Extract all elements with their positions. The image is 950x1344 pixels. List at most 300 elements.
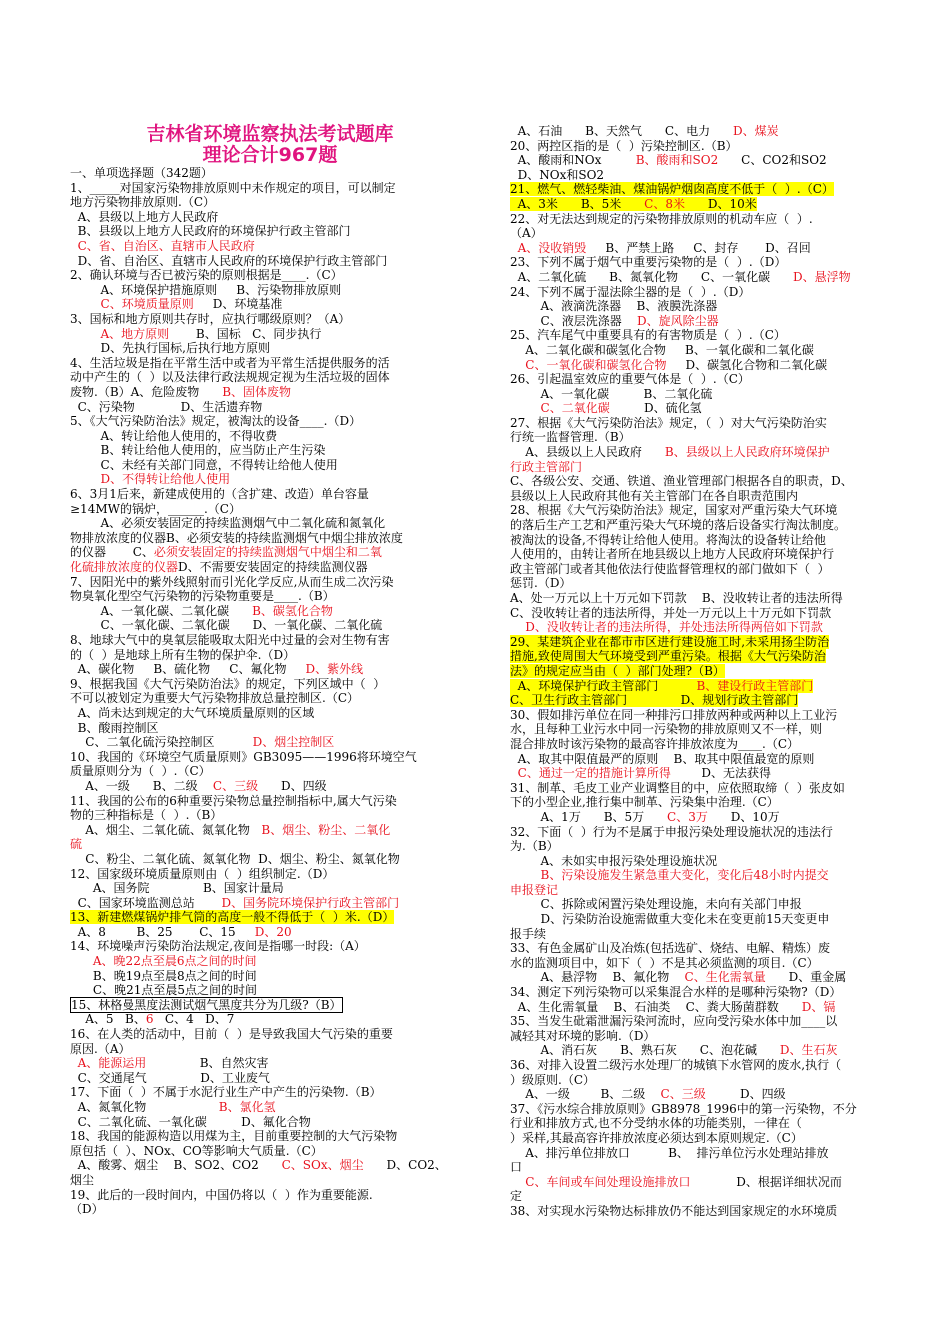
text-line: [70, 312, 470, 327]
text-line: [70, 283, 470, 298]
answer-text: D、国务院环境保护行政主管部门: [221, 895, 400, 910]
question-text: A、二氧化硫 B、氮氧化物 C、一氧化碳: [510, 269, 793, 284]
question-text: D、碳氢化合物和二氧化碳: [666, 357, 828, 372]
text-line: [70, 969, 470, 984]
text-line: [70, 400, 470, 415]
answer-text: C、生化需氧量: [684, 970, 766, 985]
question-text: D、10万: [707, 809, 780, 824]
text-line: [510, 635, 906, 650]
text-line: [70, 779, 470, 794]
text-line: [70, 925, 470, 940]
question-text: C、交通尾气 D、工业废气: [70, 1070, 270, 1085]
answer-text: 行政主管部门: [510, 459, 583, 474]
question-text: A、烟尘、二氧化硫、氮氧化物: [70, 822, 262, 837]
text-line: [510, 897, 906, 912]
question-text: 34、测定下列污染物可以采集混合水样的是哪种污染物?（D）: [510, 985, 842, 1000]
text-line: [70, 589, 470, 604]
text-line: [70, 166, 470, 181]
question-text: D、省、自治区、直辖市人民政府的环境保护行政主管部门: [70, 253, 388, 268]
question-text: A、氮氧化物: [70, 1100, 219, 1114]
answer-text: A、没收销毁: [517, 240, 587, 255]
text-line: [70, 852, 470, 867]
text-line: [510, 139, 906, 154]
document-title: 吉林省环境监察执法考试题库: [146, 123, 394, 145]
text-line: [510, 153, 906, 168]
answer-text: C、SOx、烟尘: [281, 1158, 364, 1173]
answer-text: B、氯化氢: [218, 1100, 276, 1114]
question-text: A、生化需氧量 B、石油类 C、粪大肠菌群数: [510, 999, 802, 1014]
answer-text: C、通过一定的措施计算所得: [517, 766, 671, 781]
question-text: 混合排放时该污染物的最高容许排放浓度为____.（C）: [510, 736, 799, 751]
question-text: A、县级以上人民政府: [510, 445, 665, 460]
text-line: [70, 224, 470, 239]
question-text: D、根据详细状况而: [690, 1174, 842, 1189]
question-text: 减轻其对环境的影响.（D）: [510, 1028, 656, 1043]
text-line: [510, 1189, 906, 1204]
text-line: [510, 372, 906, 387]
answer-text: C、3万: [667, 809, 708, 824]
left-column: [70, 0, 470, 1217]
text-line: [510, 722, 906, 737]
question-text: A、消石灰 B、熟石灰 C、泡花碱: [510, 1043, 780, 1058]
text-line: [510, 1087, 906, 1102]
text-line: [70, 823, 470, 838]
answer-text: C、三级: [660, 1087, 706, 1102]
text-line: [70, 837, 470, 852]
question-text: 行统一监督管理.（B）: [510, 430, 631, 445]
question-text: 28、根据《大气污染防治法》规定，国家对严重污染大气环境: [510, 503, 838, 518]
question-text: 24、下列不属于湿法除尘器的是（ ）.（D）: [510, 284, 751, 299]
question-text: 的仪器 C、: [70, 545, 154, 560]
question-text: 的落后生产工艺和严重污染大气环境的落后设备实行淘汰制度。: [510, 518, 847, 533]
question-text: 1、_____对国家污染物排放原则中未作规定的项目，可以制定: [70, 180, 396, 195]
text-line: [510, 839, 906, 854]
answer-text: C、省、自治区、直辖市人民政府: [70, 238, 255, 253]
question-text: A、取其中限值最严的原则 B、取其中限值最宽的原则: [510, 751, 815, 766]
question-text: A、5 B、: [70, 1012, 146, 1027]
question-text: C、未经有关部门同意，不得转让给他人使用: [70, 457, 338, 472]
question-text: D、重金属: [765, 970, 847, 985]
text-line: [510, 854, 906, 869]
text-line: [510, 649, 906, 664]
text-line: [510, 1014, 906, 1029]
text-line: [70, 1129, 470, 1144]
question-text: C、卫生行政主管部门 D、规划行政主管部门: [510, 693, 799, 708]
text-line: [510, 810, 906, 825]
answer-text: D、不得转让给他人使用: [100, 472, 231, 487]
question-text: C、4 D、7: [153, 1012, 235, 1027]
answer-text: B、建设行政主管部门: [696, 678, 814, 693]
question-text: 10、我国的《环境空气质量原则》GB3095——1996将环境空气: [70, 749, 417, 764]
answer-text: D、紫外线: [305, 662, 364, 677]
question-text: C、二氧化硫、一氧化碳 D、氟化合物: [70, 1114, 311, 1129]
question-text: D、污染防治设施需做重大变化未在变更前15天变更申: [510, 912, 830, 927]
question-text: D、无法获得: [670, 766, 771, 781]
question-text: 县级以上人民政府其他有关主管部门在各自职责范围内: [510, 488, 799, 503]
text-line: [510, 1073, 906, 1088]
document-subtitle: 理论合计967题: [202, 144, 338, 166]
text-line: [70, 531, 470, 546]
answer-text: 硫: [70, 837, 83, 852]
question-text: [510, 620, 525, 634]
question-text: A、8 B、25 C、15: [70, 924, 255, 939]
answer-text: D、20: [254, 924, 292, 939]
text-line: [510, 941, 906, 956]
text-line: [510, 489, 906, 504]
question-text: D、硫化氢: [609, 401, 702, 416]
question-text: 法》的规定应当由（ ）部门处理?（B）: [510, 663, 725, 678]
right-column: [510, 0, 906, 1218]
text-line: [510, 270, 906, 285]
question-text: 33、有色金属矿山及冶炼(包括选矿、烧结、电解、精炼）废: [510, 941, 830, 956]
text-line: [70, 735, 470, 750]
question-text: 17、下面（ ）不属于水泥行业生产中产生的污染物.（B）: [70, 1085, 382, 1100]
text-line: [510, 255, 906, 270]
text-line: [70, 443, 470, 458]
question-text: 质量原则分为（ ）.（C）: [70, 764, 211, 779]
text-line: [510, 708, 906, 723]
text-line: [70, 1012, 470, 1027]
question-text: 为.（B）: [510, 839, 559, 854]
answer-text: D、悬浮物: [792, 269, 851, 284]
answer-text: B、烟尘、粉尘、二氧化: [261, 822, 391, 837]
text-line: [70, 677, 470, 692]
text-line: [70, 750, 470, 765]
question-text: 报手续: [510, 926, 547, 941]
question-text: A、一氧化碳、二氧化碳: [70, 603, 253, 618]
answer-text: 6: [145, 1012, 154, 1027]
text-line: [510, 401, 906, 416]
question-text: A、一级 B、二级: [70, 778, 213, 793]
question-text: [510, 868, 541, 882]
question-text: [70, 954, 93, 968]
question-text: 不可以被划定为重要大气污染物排放总量控制区.（C）: [70, 691, 359, 706]
question-text: A、环境保护行政主管部门: [510, 678, 697, 693]
question-text: [70, 327, 101, 341]
text-line: [70, 370, 470, 385]
text-line: [70, 910, 470, 925]
question-text: A、悬浮物 B、氟化物: [510, 970, 685, 985]
text-line: [510, 124, 906, 139]
text-line: [510, 883, 906, 898]
text-line: [510, 795, 906, 810]
text-line: [70, 297, 470, 312]
text-line: [510, 1146, 906, 1161]
answer-text: C、8米: [644, 196, 685, 211]
question-text: A、酸雨和NOx: [510, 153, 636, 168]
question-text: 30、假如排污单位在同一种排污口排放两种或两种以上工业污: [510, 707, 838, 722]
question-text: 废物.（B）A、危险废物: [70, 384, 223, 399]
answer-text: 化硫排放浓度的仪器: [70, 560, 179, 575]
answer-text: D、旋风除尘器: [636, 313, 719, 328]
question-text: 23、下列不属于烟气中重要污染物的是（ ）.（D）: [510, 255, 787, 270]
question-text: 15、林格曼黑度法测试烟气黑度共分为几级?（B）: [71, 997, 342, 1012]
text-line: [70, 1188, 470, 1203]
text-line: [70, 254, 470, 269]
question-text: D、四级: [258, 778, 327, 793]
text-line: [510, 387, 906, 402]
text-line: [510, 970, 906, 985]
question-text: 20、两控区指的是（ ）污染控制区.（B）: [510, 138, 738, 153]
question-text: B、国标 C、同步执行: [169, 326, 322, 341]
text-line: [70, 1042, 470, 1057]
question-text: 26、引起温室效应的重要气体是（ ）.（C）: [510, 372, 750, 387]
text-line: [70, 239, 470, 254]
question-text: D、CO2、: [363, 1158, 447, 1173]
question-text: 定: [510, 1189, 523, 1204]
answer-text: C、车间或车间处理设施排放口: [525, 1174, 691, 1189]
question-text: 下的小型企业,推行集中制革、污染集中治理.（C）: [510, 795, 779, 810]
text-line: [510, 1029, 906, 1044]
question-text: A、环境保护措施原则 B、污染物排放原则: [70, 282, 342, 297]
question-text: 3、国标和地方原则共存时，应执行哪级原则？（A）: [70, 311, 351, 326]
text-line: [70, 458, 470, 473]
answer-text: D、没收转让者的违法所得，并处违法所得两倍如下罚款: [525, 620, 823, 635]
text-line: [510, 1058, 906, 1073]
text-line: [510, 226, 906, 241]
text-line: [70, 618, 470, 633]
text-line: [70, 516, 470, 531]
question-text: A、县级以上地方人民政府: [70, 209, 219, 224]
text-line: [510, 591, 906, 606]
question-text: C、晚21点至晨5点之间的时间: [70, 983, 257, 998]
text-line: [510, 241, 906, 256]
question-text: A、液滴洗涤器 B、液膜洗涤器: [510, 299, 718, 314]
answer-text: B、酸雨和SO2: [635, 153, 719, 168]
text-line: [70, 691, 470, 706]
question-text: [70, 472, 101, 486]
question-text: 5、《大气污染防治法》规定，被淘汰的设备____.（D）: [70, 414, 362, 429]
answer-text: B、污染设施发生紧急重大变化，变化后48小时内提交: [540, 868, 829, 883]
text-line: [70, 808, 470, 823]
question-text: 行业和排放方式,也不分受纳水体的功能类别，一律在（: [510, 1116, 802, 1131]
question-text: A、3米 B、5米: [510, 196, 645, 211]
question-text: A、必须安装固定的持续监测烟气中二氧化硫和氮氧化: [70, 516, 386, 531]
text-line: [510, 533, 906, 548]
question-text: 物臭氧化型空气污染物的污染物重要是____.（B）: [70, 589, 335, 604]
text-line: [510, 781, 906, 796]
question-text: 19、此后的一段时间内，中国仍将以（ ）作为重要能源.: [70, 1187, 373, 1202]
question-text: B、晚19点至晨8点之间的时间: [70, 968, 257, 983]
question-text: 2、确认环境与否已被污染的原则根据是____.（C）: [70, 268, 343, 283]
question-text: 31、制革、毛皮工业产业调整目的中，应依照取缔（ ）张皮如: [510, 780, 845, 795]
text-line: [510, 620, 906, 635]
question-text: ）采样,其最高容许排放浓度必须达到本原则规定.（C）: [510, 1130, 803, 1145]
text-line: [510, 197, 906, 212]
left-question-list: [70, 166, 470, 1217]
text-line: [510, 1102, 906, 1117]
question-text: 37、《污水综合排放原则》GB8978_1996中的第一污染物，不分: [510, 1101, 857, 1116]
text-line: [510, 445, 906, 460]
answer-text: B、碳氢化合物: [252, 603, 333, 618]
question-text: 物排放浓度的仪器B、必须安装的持续监测烟气中烟尘排放浓度: [70, 530, 403, 545]
question-text: A、碳化物 B、硫化物 C、氟化物: [70, 662, 306, 677]
question-text: [510, 358, 525, 372]
answer-text: A、晚22点至晨6点之间的时间: [92, 954, 257, 969]
question-text: A、处一万元以上十万元如下罚款 B、没收转让者的违法所得: [510, 591, 843, 605]
answer-text: D、煤炭: [732, 124, 779, 138]
text-line: [510, 328, 906, 343]
text-line: [510, 912, 906, 927]
text-line: [510, 299, 906, 314]
text-line: [70, 385, 470, 400]
question-text: A、尚未达到规定的大气环境质量原则的区域: [70, 705, 315, 720]
question-text: 36、对排入设置二级污水处理厂的城镇下水管网的废水,执行（: [510, 1058, 842, 1072]
text-line: [510, 927, 906, 942]
question-text: 4、生活垃圾是指在平常生活中或者为平常生活提供服务的活: [70, 355, 390, 370]
text-line: [510, 737, 906, 752]
right-question-list: [510, 124, 906, 1219]
answer-text: 申报登记: [510, 882, 559, 897]
question-text: A、一氧化碳 B、二氧化硫: [510, 386, 713, 401]
answer-text: B、固体废物: [222, 384, 292, 399]
question-text: A、1万 B、5万: [510, 809, 668, 824]
text-line: [70, 341, 470, 356]
answer-text: C、环境质量原则: [100, 297, 194, 312]
question-text: 6、3月1后来，新建成使用的（含扩建、改造）单台容量: [70, 487, 369, 502]
question-text: A、转让给他人使用的，不得收费: [70, 428, 278, 443]
text-line: [70, 867, 470, 882]
text-line: [70, 327, 470, 342]
question-text: 13、新建燃煤锅炉排气筒的高度一般不得低于（ ）米.（D）: [70, 910, 395, 925]
question-text: C、国家环境监测总站: [70, 895, 222, 910]
text-line: [510, 460, 906, 475]
question-text: 动中产生的（ ）以及法律行政法规规定视为生活垃圾的固体: [70, 370, 390, 385]
text-line: [510, 547, 906, 562]
text-line: [70, 983, 470, 998]
text-line: [70, 939, 470, 954]
text-line: [510, 664, 906, 679]
question-text: 16、在人类的活动中，目前（ ）是导致我国大气污染的重要: [70, 1027, 393, 1042]
text-line: [70, 1158, 470, 1173]
text-line: [510, 693, 906, 708]
question-text: 18、我国的能源构造以用煤为主，目前重要控制的大气污染物: [70, 1129, 398, 1144]
question-text: C、拆除或闲置污染处理设施，未向有关部门申报: [510, 897, 802, 912]
answer-text: D、生石灰: [779, 1043, 838, 1058]
text-line: [70, 414, 470, 429]
answer-text: D、镉: [801, 999, 836, 1014]
question-text: C、各级公安、交通、铁道、渔业管理部门根据各自的职责，D、: [510, 474, 853, 489]
question-text: [510, 1175, 525, 1189]
question-text: 35、当发生砒霜泄漏污染河流时，应向受污染水体中加____以: [510, 1014, 838, 1029]
text-line: [510, 1160, 906, 1175]
text-line: [70, 954, 470, 969]
question-text: 烟尘: [70, 1172, 95, 1187]
text-line: [70, 648, 470, 663]
text-line: [510, 868, 906, 883]
question-text: 9、根据我国《大气污染防治法》的规定，下列区域中（ ）: [70, 676, 386, 691]
question-text: 物的三种指标是（ ）.（B）: [70, 808, 223, 823]
question-text: D、四级: [705, 1087, 786, 1102]
question-text: C、液层洗涤器: [510, 313, 637, 328]
question-text: 8、地球大气中的臭氧层能吸取太阳光中过量的会对生物有害: [70, 633, 390, 647]
answer-text: A、能源运用: [77, 1056, 147, 1071]
question-text: 7、因阳光中的紫外线照射而引光化学反应,从而生成二次污染: [70, 574, 394, 589]
question-text: B、县级以上地方人民政府的环境保护行政主管部门: [70, 224, 351, 239]
text-line: [70, 604, 470, 619]
text-line: [510, 825, 906, 840]
text-line: [70, 1144, 470, 1159]
question-text: D、10米: [685, 196, 757, 211]
text-line: [510, 1175, 906, 1190]
question-text: [510, 401, 541, 415]
text-line: [510, 1204, 906, 1219]
text-line: [70, 998, 470, 1013]
question-text: A、未如实申报污染处理设施状况: [510, 853, 718, 868]
text-line: [70, 662, 470, 677]
question-text: （A）: [510, 226, 543, 241]
text-line: [510, 576, 906, 591]
text-line: [70, 268, 470, 283]
question-text: ≥14MW的锅炉，______.（C）: [70, 501, 241, 516]
question-text: A、二氧化碳和碳氢化合物 B、一氧化碳和二氧化碳: [510, 342, 814, 357]
question-text: 政主管部门或者其他依法行使监督管理权的部门做如下（ ）: [510, 561, 830, 576]
text-line: [510, 285, 906, 300]
question-text: 的（ ）是地球上所有生物的保护伞.（D）: [70, 647, 296, 662]
answer-text: C、一氧化碳和碳氢化合物: [525, 357, 667, 372]
question-text: 21、燃气、燃轻柴油、煤油锅炉烟囱高度不低于（ ）.（C）: [510, 182, 834, 197]
question-text: 地方污染物排放原则.（C）: [70, 195, 215, 210]
text-line: [510, 358, 906, 373]
question-text: C、没收转让者的违法所得，并处一万元以上十万元如下罚款: [510, 605, 832, 620]
question-text: D、不需要安装固定的持续监测仪器: [178, 560, 368, 575]
question-text: B、自然灾害: [146, 1056, 269, 1071]
question-text: 25、汽车尾气中重要具有的有害物质是（ ）.（C）: [510, 328, 786, 343]
text-line: [70, 560, 470, 575]
text-line: [70, 545, 470, 560]
text-line: [510, 416, 906, 431]
question-text: 一、单项选择题（342题）: [70, 166, 213, 180]
question-text: 22、对无法达到规定的污染物排放原则的机动车应（ ）.: [510, 211, 813, 226]
text-line: [510, 430, 906, 445]
question-text: 12、国家级环境质量原则由（ ）组织制定.（D）: [70, 866, 335, 881]
question-text: A、酸雾、烟尘 B、SO2、CO2: [70, 1158, 282, 1173]
question-text: 29、某建筑企业在都市市区进行建设施工时,未采用扬尘防治: [510, 634, 830, 649]
text-line: [70, 896, 470, 911]
question-text: B、严禁上路 C、封存 D、召回: [586, 240, 811, 255]
text-line: [510, 343, 906, 358]
text-line: [70, 1173, 470, 1188]
question-text: A、排污单位排放口 B、 排污单位污水处理站排放: [510, 1145, 829, 1160]
question-text: C、粉尘、二氧化硫、氮氧化物 D、烟尘、粉尘、氮氧化物: [70, 851, 400, 866]
question-text: 原包括（ ）、NOx、CO等影响大气质量.（C）: [70, 1143, 323, 1158]
question-text: [510, 766, 518, 780]
text-line: [70, 472, 470, 487]
question-text: A、国务院 B、国家计量局: [70, 881, 284, 896]
text-line: [70, 721, 470, 736]
question-text: [70, 297, 101, 311]
question-text: 14、环境噪声污染防治法规定,夜间是指哪一时段:（A）: [70, 939, 366, 954]
question-text: 措施,致使周围大气环境受到严重污染。根据《大气污染防治: [510, 649, 826, 664]
text-line: [510, 985, 906, 1000]
question-text: C、一氧化碳、二氧化碳 D、一氧化碳、二氧化硫: [70, 618, 383, 633]
answer-text: A、地方原则: [100, 326, 170, 341]
question-text: D、先执行国标,后执行地方原则: [70, 341, 270, 356]
text-line: [70, 881, 470, 896]
text-line: [510, 518, 906, 533]
question-text: 水，且每种工业污水中同一污染物的排放原则又不一样，则: [510, 722, 823, 737]
question-text: 被淘汰的设备,不得转让给他人使用。将淘汰的设备转让给他: [510, 532, 826, 547]
question-text: A、一级 B、二级: [510, 1087, 661, 1102]
question-text: 11、我国的公布的6种重要污染物总量控制指标中,属大气污染: [70, 793, 397, 808]
text-line: [70, 429, 470, 444]
question-text: A、石油 B、天然气 C、电力: [510, 124, 733, 138]
question-text: 38、对实现水污染物达标排放仍不能达到国家规定的水环境质: [510, 1203, 838, 1218]
text-line: [70, 1071, 470, 1086]
question-text: ）级原则.（C）: [510, 1072, 595, 1087]
text-line: [510, 503, 906, 518]
question-text: 原因.（A）: [70, 1041, 131, 1056]
